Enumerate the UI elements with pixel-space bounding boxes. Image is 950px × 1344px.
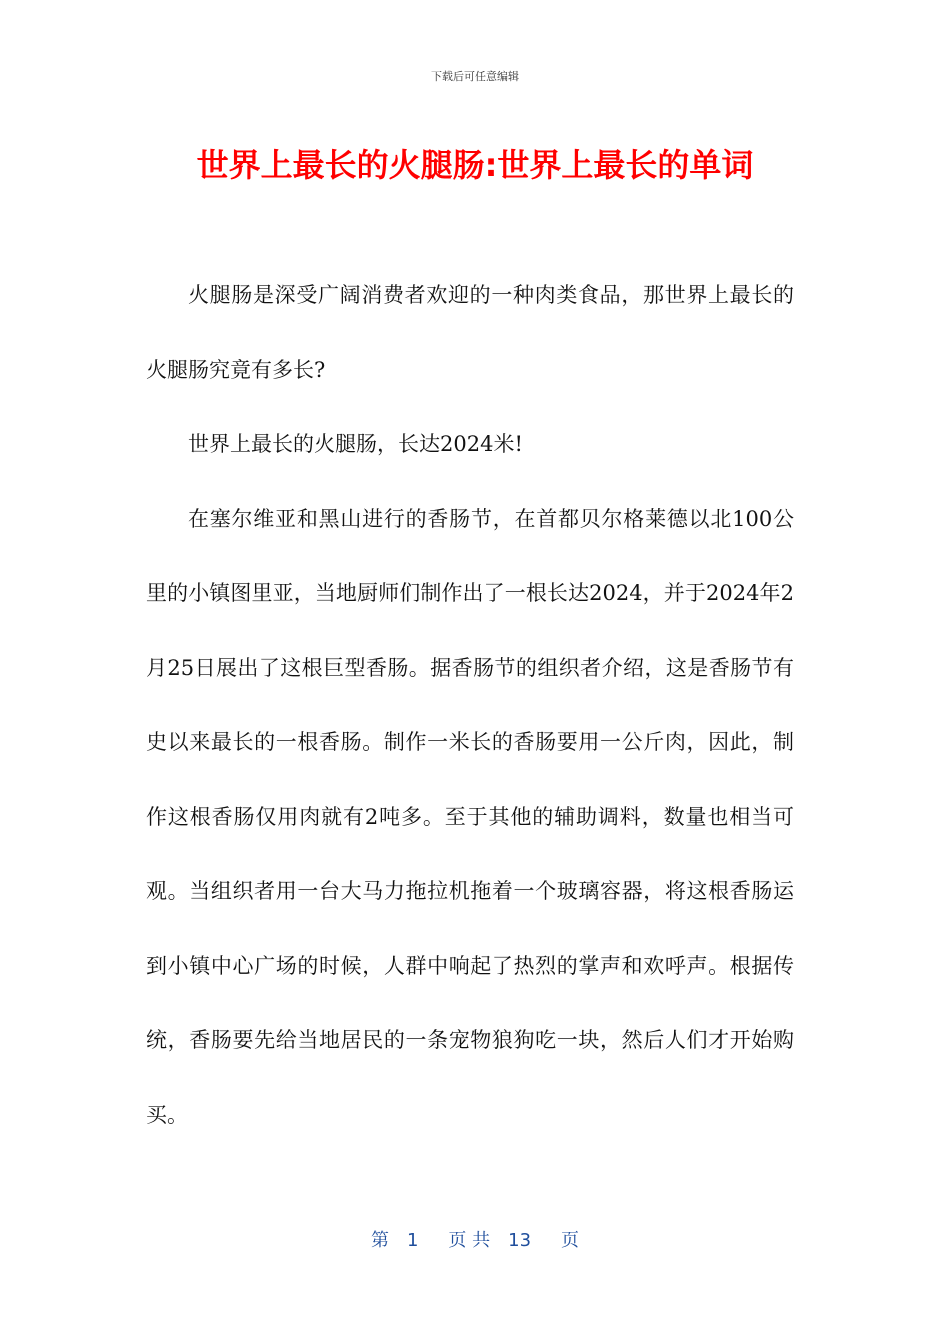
footer-current-page: 1 [406,1230,419,1251]
paragraph-3: 在塞尔维亚和黑山进行的香肠节，在首都贝尔格莱德以北100公里的小镇图里亚，当地厨师们制作出了一根长达2024，并于2024年2月25日展出了这根巨型香肠。据香肠节的组织者介绍，这是香肠节有史以来最长的一根香肠。制作一米长的香肠要用一公斤肉，因此，制作这根香肠仅用肉就有2吨多。至于其他的辅助调料，数量也相当可观。当组织者用一台大马力拖拉机拖着一个玻璃容器，将这根香肠运到小镇中心广场的时候，人群中响起了热烈的掌声和欢呼声。根据传统，香肠要先给当地居民的一条宠物狼狗吃一块，然后人们才开始购买。 [146,506,794,1127]
footer-middle: 页 共 [448,1230,491,1251]
header-note: 下载后可任意编辑 [431,70,519,83]
footer-prefix: 第 [370,1230,389,1251]
document-body [146,258,794,1152]
footer-suffix: 页 [561,1230,580,1251]
paragraph-1: 火腿肠是深受广阔消费者欢迎的一种肉类食品，那世界上最长的火腿肠究竟有多长? [146,283,794,382]
document-title: 世界上最长的火腿肠:世界上最长的单词 [196,146,754,184]
paragraph-2: 世界上最长的火腿肠，长达2024米! [188,432,523,456]
footer-total-pages: 13 [508,1230,532,1251]
page-footer [0,1226,950,1252]
